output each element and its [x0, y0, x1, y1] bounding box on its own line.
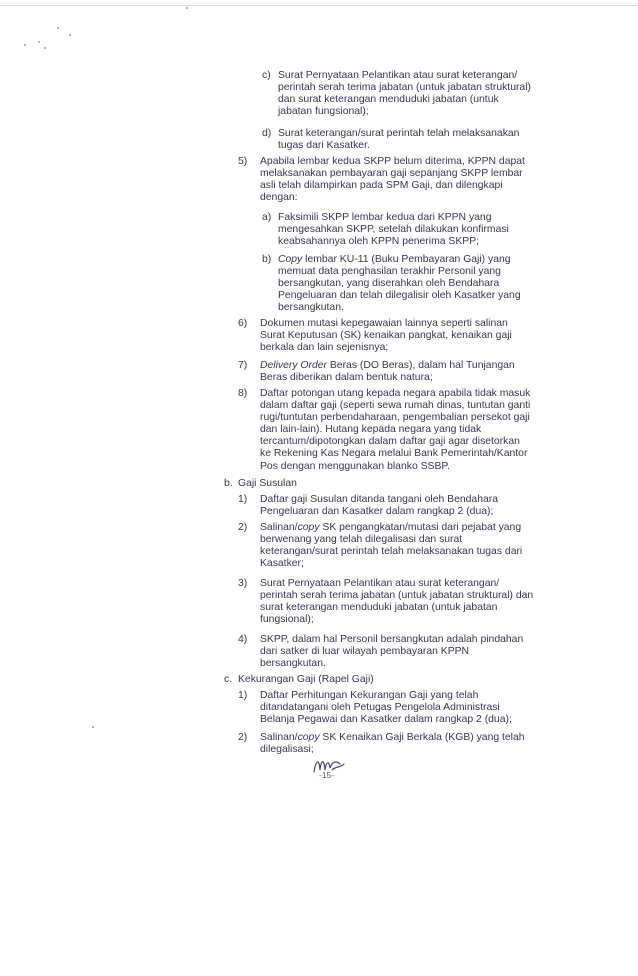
- list-marker: 1): [238, 690, 248, 701]
- list-item-text: [278, 212, 560, 248]
- list-item-text: [260, 360, 560, 384]
- text-line: dan surat keterangan menduduki jabatan (untuk: [278, 94, 499, 106]
- list-marker: a): [262, 212, 272, 223]
- text-line: Beras diberikan dalam bentuk natura;: [260, 372, 433, 384]
- text-line: fungsional);: [260, 614, 314, 626]
- scan-edge-line: [0, 5, 638, 6]
- text-line: Surat Pernyataan Pelantikan atau surat keterangan/: [278, 70, 518, 81]
- text-line: dengan:: [260, 192, 298, 204]
- text-line: bersangkutan, yang diserahkan oleh Bendahara: [278, 278, 500, 290]
- scan-speck: [38, 41, 40, 43]
- list-marker: 2): [238, 522, 248, 533]
- list-marker: b.: [224, 478, 233, 489]
- text-line: Dokumen mutasi kepegawaian lainnya seperti salinan: [260, 318, 508, 329]
- text-line: Delivery Order Beras (DO Beras), dalam hal Tunjangan: [260, 360, 515, 371]
- list-marker: d): [262, 128, 272, 139]
- text-line: memuat data penghasilan terakhir Personil yang: [278, 266, 501, 278]
- list-marker: c.: [224, 674, 233, 685]
- text-line: tugas dari Kasatker.: [278, 140, 370, 152]
- list-item-text: [260, 732, 542, 756]
- list-marker: 5): [238, 156, 248, 167]
- text-line: SKPP, dalam hal Personil bersangkutan adalah pindahan: [260, 634, 524, 645]
- text-line: ke Rekening Kas Negara melalui Bank Pemerintah/Kantor: [260, 448, 528, 460]
- text-line: perintah serah terima jabatan (untuk jabatan struktural) dan: [260, 590, 534, 602]
- text-line: Kekurangan Gaji (Rapel Gaji): [238, 674, 374, 685]
- text-line: Copy lembar KU-11 (Buku Pembayaran Gaji) yang: [278, 254, 511, 265]
- list-item-text: [260, 156, 560, 204]
- list-item-text: [278, 254, 560, 314]
- list-item-text: [238, 674, 438, 686]
- list-item-text: [260, 578, 542, 626]
- list-item-text: [260, 318, 560, 354]
- text-line: ditandatangani oleh Petugas Pengelola Administrasi: [260, 702, 500, 714]
- text-line: Pengeluaran dan Kasatker dalam rangkap 2 (dua);: [260, 506, 494, 518]
- text-line: berkala dan lain sejenisnya;: [260, 342, 389, 354]
- text-line: asli telah dilampirkan pada SPM Gaji, dan dilengkapi: [260, 180, 503, 192]
- list-item-text: [260, 634, 542, 670]
- text-line: perintah serah terima jabatan (untuk jabatan struktural): [278, 82, 531, 94]
- text-line: Pos dengan menggunakan blanko SSBP.: [260, 460, 450, 472]
- list-item-text: [260, 494, 542, 518]
- list-marker: b): [262, 254, 272, 265]
- text-line: Daftar potongan utang kepada negara apabila tidak masuk: [260, 388, 531, 399]
- scan-speck: [92, 726, 94, 728]
- text-line: berwenang yang telah dilegalisasi dan surat: [260, 534, 463, 546]
- text-line: tercantum/dipotongkan dalam daftar gaji agar disetorkan: [260, 436, 520, 448]
- text-line: rugi/tuntutan perbendaharaan, pengembalian persekot gaji: [260, 412, 530, 424]
- text-line: mengesahkan SKPP, setelah dilakukan konfirmasi: [278, 224, 509, 236]
- text-line: Daftar gaji Susulan ditanda tangani oleh Bendahara: [260, 494, 499, 505]
- text-line: Salinan/copy SK Kenaikan Gaji Berkala (KGB) yang telah: [260, 732, 525, 743]
- list-item-text: [260, 690, 542, 726]
- text-line: jabatan fungsional);: [278, 106, 369, 118]
- list-item-text: [278, 128, 560, 152]
- scan-speck: [57, 27, 59, 29]
- list-item-text: [238, 478, 338, 490]
- list-item-text: [260, 388, 560, 473]
- text-line: Kasatker;: [260, 558, 304, 570]
- text-line: keterangan/surat perintah telah melaksanakan tugas dari: [260, 546, 523, 558]
- list-marker: 6): [238, 318, 248, 329]
- list-marker: 4): [238, 634, 248, 645]
- text-line: Pengeluaran dan telah dilegalisir oleh Kasatker yang: [278, 290, 521, 302]
- text-line: dalam daftar gaji (seperti sewa rumah dinas, tuntutan ganti: [260, 400, 531, 412]
- list-marker: c): [262, 70, 271, 81]
- text-line: Surat keterangan/surat perintah telah melaksanakan: [278, 128, 520, 139]
- list-marker: 3): [238, 578, 248, 589]
- list-marker: 7): [238, 360, 248, 371]
- text-line: dan lain-lain). Hutang kepada negara yang tidak: [260, 424, 482, 436]
- list-marker: 8): [238, 388, 248, 399]
- scan-speck: [24, 44, 26, 46]
- text-line: melaksanakan pembayaran gaji sepanjang SKPP lembar: [260, 168, 523, 180]
- scan-speck: [69, 34, 71, 36]
- text-line: Surat Pernyataan Pelantikan atau surat keterangan/: [260, 578, 500, 589]
- scan-speck: [44, 47, 46, 49]
- text-line: bersangkutan.: [278, 302, 344, 314]
- list-item-text: [278, 70, 560, 118]
- text-line: Surat Keputusan (SK) kenaikan pangkat, kenaikan gaji: [260, 330, 512, 342]
- list-marker: 2): [238, 732, 248, 743]
- text-line: surat keterangan menduduki jabatan (untuk jabatan: [260, 602, 498, 614]
- text-line: Apabila lembar kedua SKPP belum diterima, KPPN dapat: [260, 156, 525, 167]
- list-marker: 1): [238, 494, 248, 505]
- text-line: Gaji Susulan: [238, 478, 297, 489]
- text-line: keabsahannya oleh KPPN penerima SKPP;: [278, 236, 480, 248]
- page-number: -15-: [319, 770, 335, 780]
- text-line: Daftar Perhitungan Kekurangan Gaji yang telah: [260, 690, 479, 701]
- text-line: Belanja Pegawai dan Kasatker dalam rangkap 2 (dua);: [260, 714, 512, 726]
- scan-speck: [186, 7, 188, 9]
- text-line: Faksimili SKPP lembar kedua dari KPPN yang: [278, 212, 492, 223]
- text-line: Salinan/copy SK pengangkatan/mutasi dari pejabat yang: [260, 522, 522, 533]
- text-line: dilegalisasi;: [260, 744, 314, 756]
- text-line: bersangkutan.: [260, 658, 326, 670]
- list-item-text: [260, 522, 542, 570]
- text-line: dari satker di luar wilayah pembayaran KPPN: [260, 646, 470, 658]
